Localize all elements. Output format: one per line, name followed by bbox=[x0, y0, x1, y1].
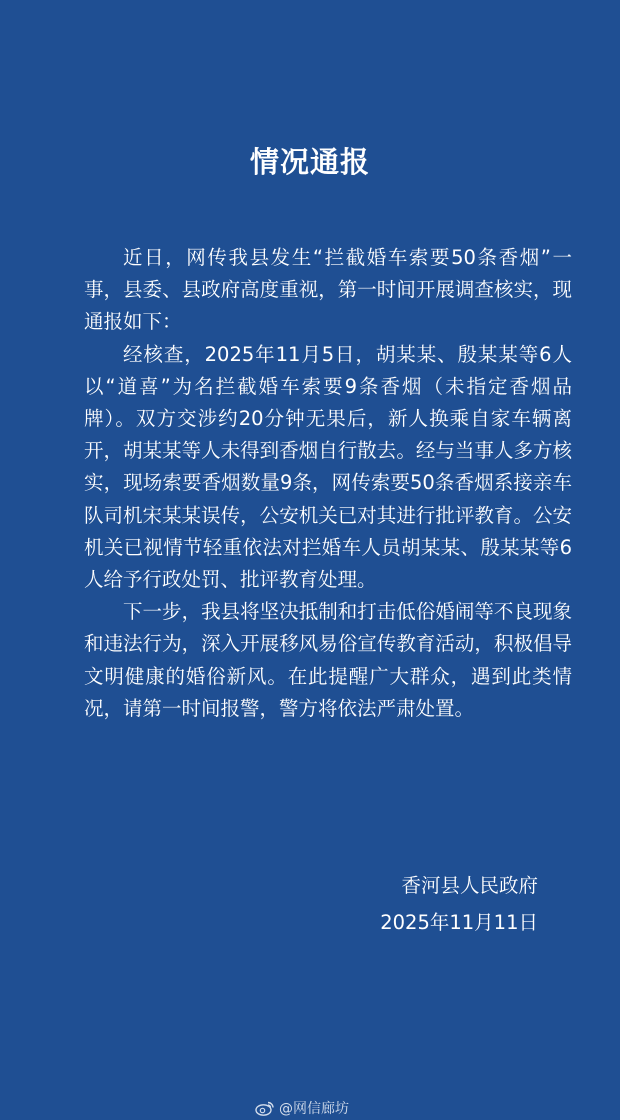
source-watermark bbox=[255, 1098, 349, 1118]
issuer-name: 香河县人民政府 bbox=[401, 874, 538, 897]
notice-paragraph-intro: 近日，网传我县发生“拦截婚车索要50条香烟”一事，县委、县政府高度重视，第一时间开展调查核实，现通报如下： bbox=[84, 246, 572, 334]
issue-date: 2025年11月11日 bbox=[380, 911, 538, 934]
notice-body bbox=[84, 242, 572, 725]
notice-title: 情况通报 bbox=[249, 145, 370, 179]
notice-paragraph-next-steps: 下一步，我县将坚决抵制和打击低俗婚闹等不良现象和违法行为，深入开展移风易俗宣传教育活动，积极倡导文明健康的婚俗新风。在此提醒广大群众，遇到此类情况，请第一时间报警，警方将依法严肃处置。 bbox=[84, 600, 572, 720]
weibo-icon bbox=[255, 1100, 275, 1116]
watermark-text: @网信廊坊 bbox=[279, 1101, 349, 1117]
notice-paragraph-findings: 经核查，2025年11月5日，胡某某、殷某某等6人以“道喜”为名拦截婚车索要9条香烟（未指定香烟品牌）。双方交涉约20分钟无果后，新人换乘自家车辆离开，胡某某等人未得到香烟自行散去。经与当事人多方核实，现场索要香烟数量9条，网传索要50条香烟系接亲车队司机宋某某误传，公安机关已对其进行批评教育。公安机关已视情节轻重依法对拦婚车人员胡某某、殷某某等6人给予行政处罚、批评教育处理。 bbox=[84, 342, 572, 592]
